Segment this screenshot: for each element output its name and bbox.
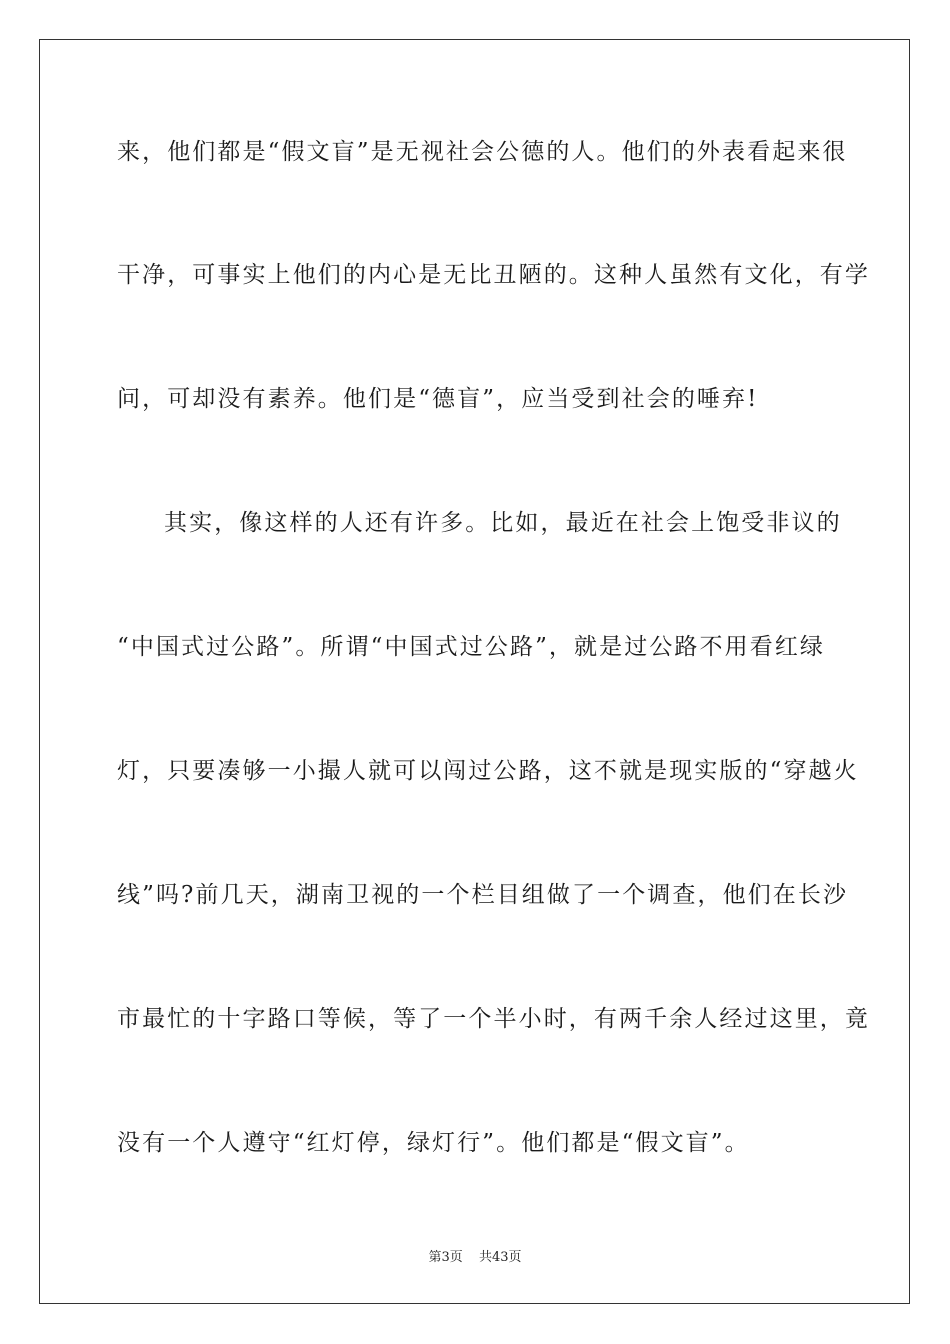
page-footer — [0, 1246, 950, 1265]
text-line: 干净，可事实上他们的内心是无比丑陋的。这种人虽然有文化，有学 — [117, 262, 870, 288]
paragraph-first-line: 其实，像这样的人还有许多。比如，最近在社会上饱受非议的 — [164, 510, 842, 536]
total-pages: 共43页 — [478, 1250, 522, 1265]
page-number: 第3页 — [428, 1250, 463, 1265]
text-line: 问，可却没有素养。他们是“德盲”，应当受到社会的唾弃! — [117, 386, 759, 412]
text-line: 来，他们都是“假文盲”是无视社会公德的人。他们的外表看起来很 — [117, 139, 848, 165]
text-line: 市最忙的十字路口等候，等了一个半小时，有两千余人经过这里，竟 — [117, 1006, 870, 1032]
text-line: 线”吗?前几天，湖南卫视的一个栏目组做了一个调查，他们在长沙 — [117, 882, 849, 908]
text-line: “中国式过公路”。所谓“中国式过公路”，就是过公路不用看红绿 — [117, 634, 826, 660]
text-line: 没有一个人遵守“红灯停，绿灯行”。他们都是“假文盲”。 — [117, 1130, 750, 1156]
page-frame — [39, 39, 910, 1304]
text-line: 灯，只要凑够一小撮人就可以闯过公路，这不就是现实版的“穿越火 — [117, 758, 859, 784]
